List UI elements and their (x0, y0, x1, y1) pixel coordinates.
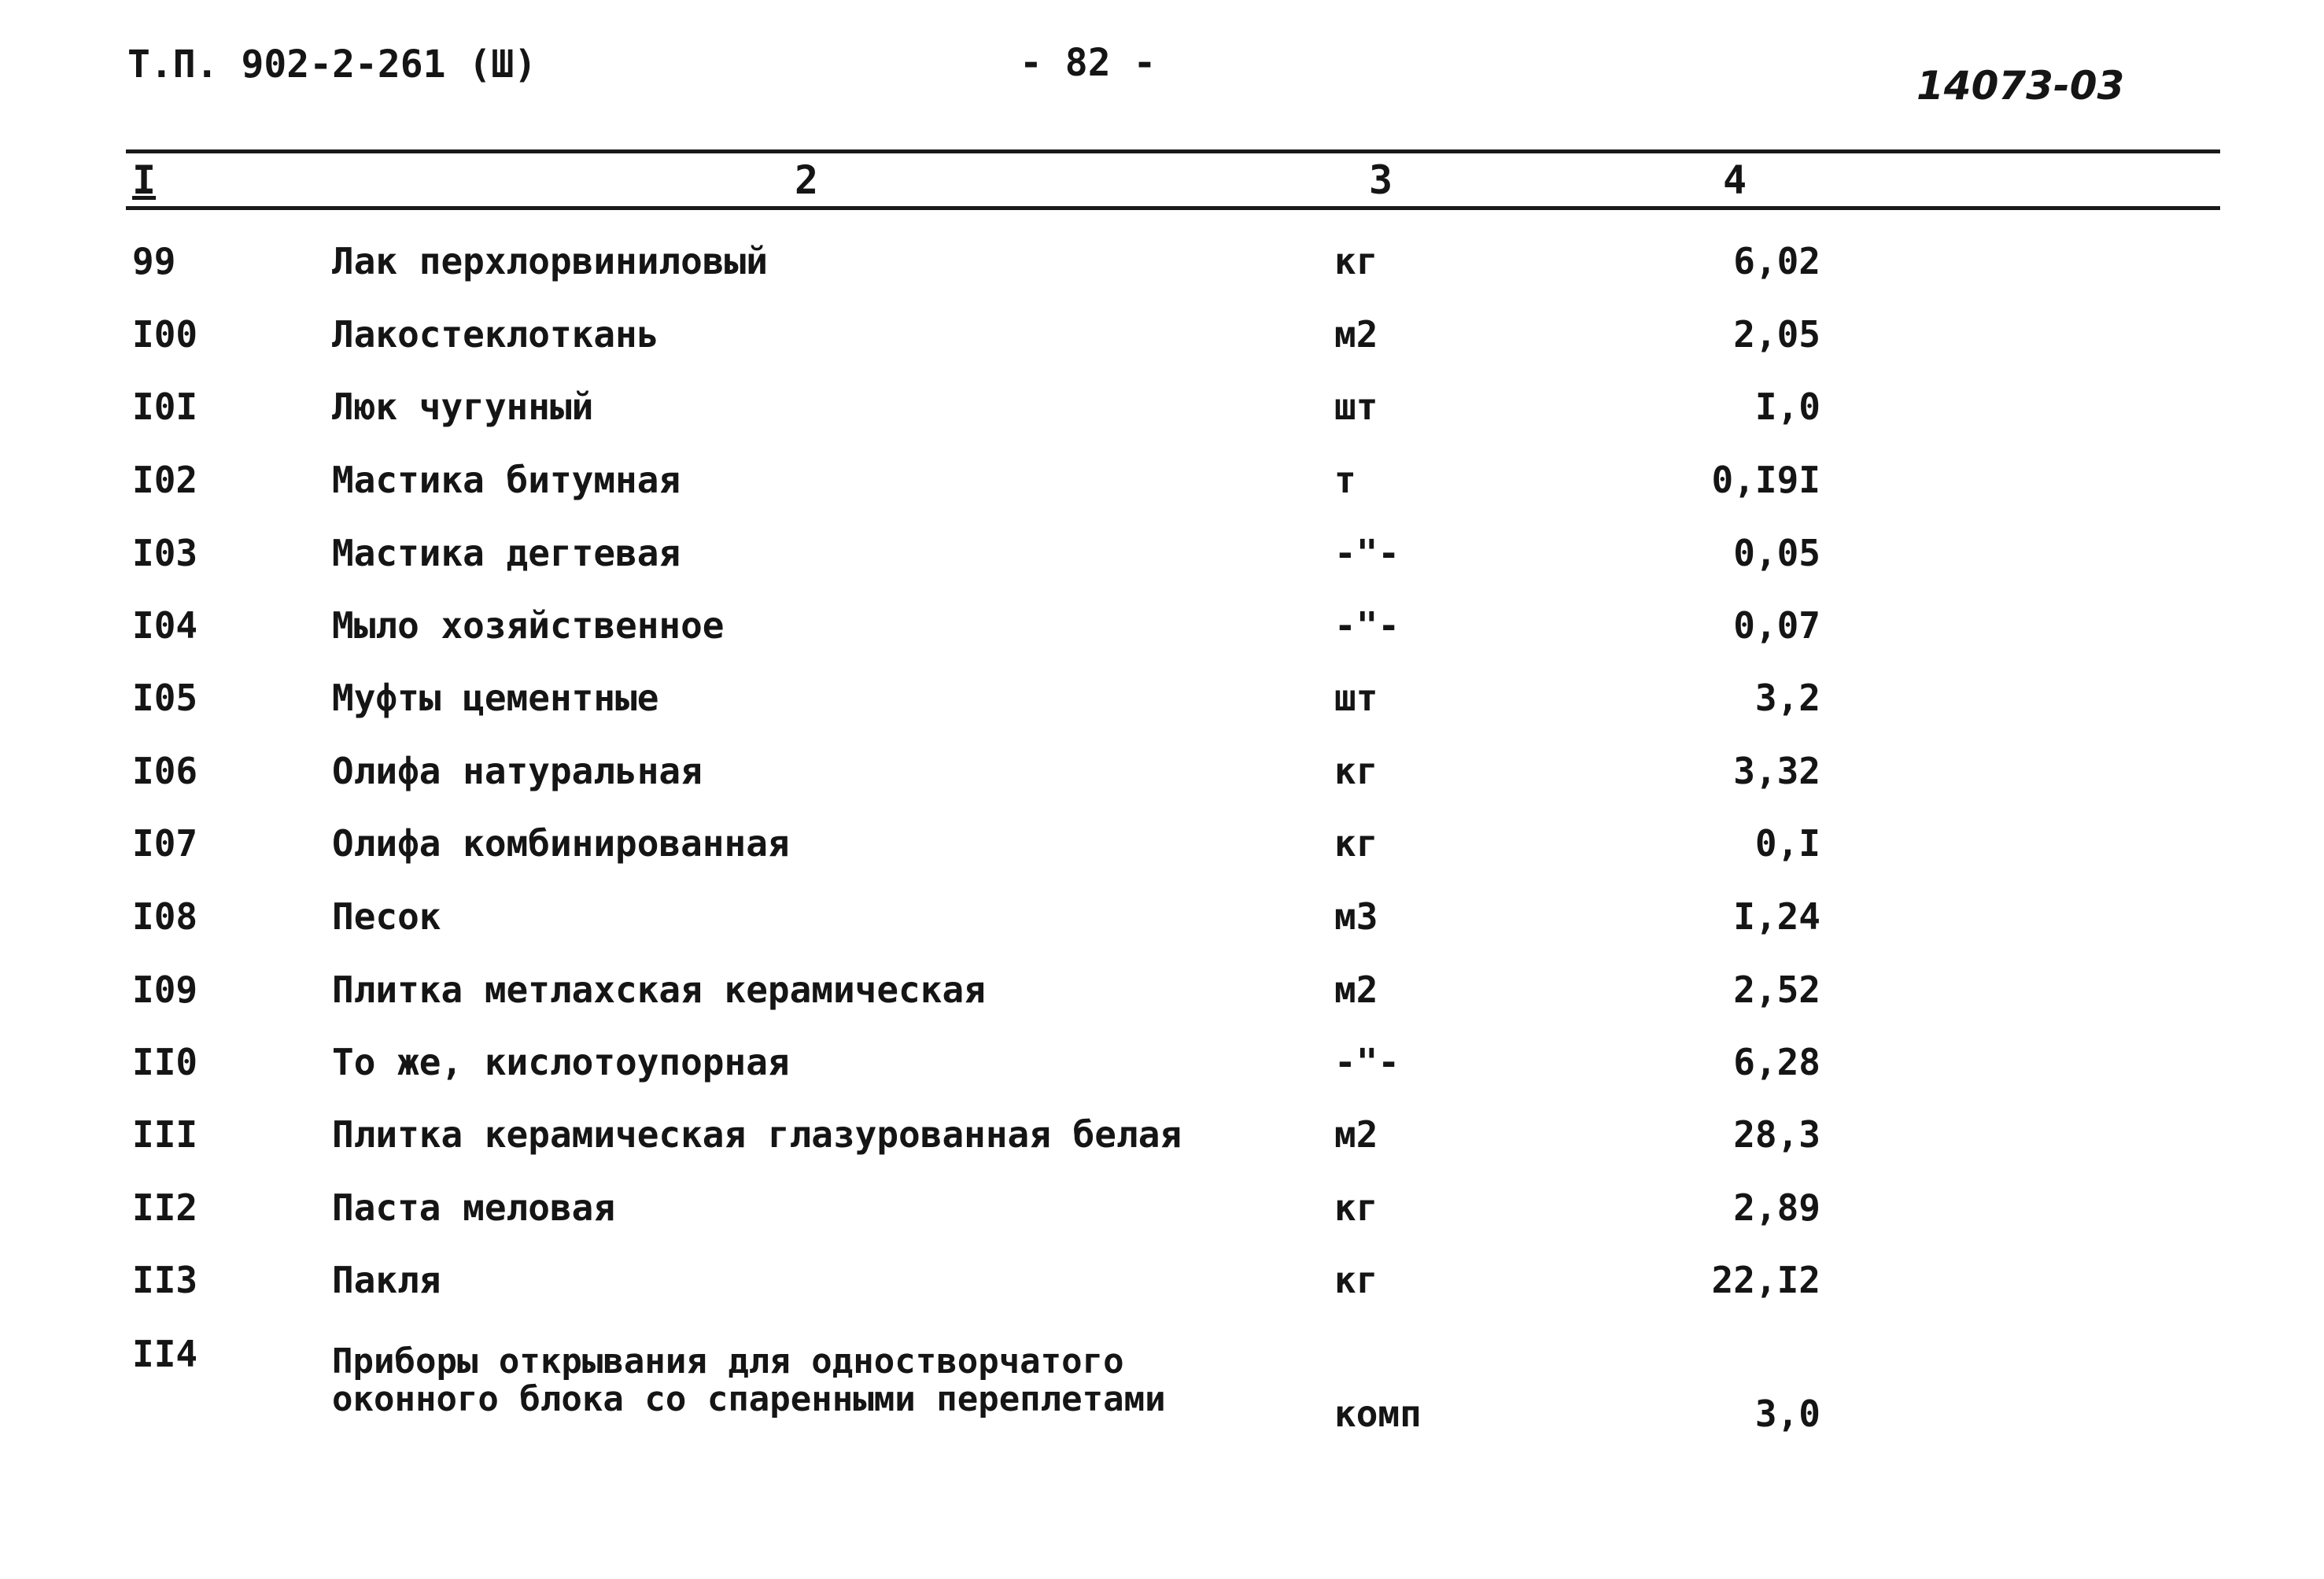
material-name: Мыло хозяйственное (332, 604, 725, 647)
quantity: 3,32 (1733, 750, 1820, 792)
material-name: Олифа комбинированная (332, 822, 790, 865)
material-name: Паста меловая (332, 1186, 616, 1229)
row-number: I02 (132, 459, 198, 501)
row-number: I09 (132, 968, 198, 1011)
material-name: Олифа натуральная (332, 750, 703, 792)
row-number: II4 (132, 1333, 198, 1375)
row-number: III (132, 1113, 198, 1156)
column-header-4: 4 (1723, 157, 1747, 203)
row-number: II2 (132, 1186, 198, 1229)
quantity: 22,I2 (1711, 1259, 1820, 1301)
material-name: Лакостеклоткань (332, 313, 659, 356)
unit: -"- (1334, 532, 1400, 574)
unit: м2 (1334, 968, 1378, 1011)
unit: шт (1334, 386, 1378, 428)
material-name: То же, кислотоупорная (332, 1041, 790, 1083)
row-number: I08 (132, 895, 198, 938)
row-number: I07 (132, 822, 198, 865)
unit: кг (1334, 822, 1378, 865)
unit: т (1334, 459, 1356, 501)
quantity: 2,52 (1733, 968, 1820, 1011)
material-name: Плитка керамическая глазурованная белая (332, 1113, 1182, 1156)
quantity: 3,0 (1754, 1393, 1820, 1435)
table-row (0, 1260, 2324, 1323)
table-top-rule (126, 149, 2220, 153)
material-name: Приборы открывания для одностворчатого оконного блока со спаренными переплетами (332, 1341, 1166, 1419)
table-row (0, 241, 2324, 304)
unit: -"- (1334, 1041, 1400, 1083)
page-number: - 82 - (1020, 41, 1156, 85)
unit: кг (1334, 750, 1378, 792)
row-number: I04 (132, 604, 198, 647)
row-number: II0 (132, 1041, 198, 1083)
unit: м3 (1334, 895, 1378, 938)
table-row (0, 1334, 2324, 1444)
table-row (0, 314, 2324, 377)
table-row (0, 969, 2324, 1032)
unit: шт (1334, 677, 1378, 719)
quantity: 3,2 (1754, 677, 1820, 719)
row-number: 99 (132, 240, 176, 282)
document-number: 14073-03 (1916, 63, 2125, 109)
table-row (0, 1042, 2324, 1105)
material-name: Мастика битумная (332, 459, 681, 501)
quantity: 0,I9I (1711, 459, 1820, 501)
quantity: 28,3 (1733, 1113, 1820, 1156)
column-header-1: I (132, 157, 157, 203)
quantity: I,24 (1733, 895, 1820, 938)
row-number: I0I (132, 386, 198, 428)
quantity: 0,07 (1733, 604, 1820, 647)
unit: -"- (1334, 604, 1400, 647)
table-row (0, 605, 2324, 668)
table-row (0, 751, 2324, 813)
quantity: 0,I (1754, 822, 1820, 865)
quantity: 2,89 (1733, 1186, 1820, 1229)
unit: м2 (1334, 1113, 1378, 1156)
quantity: 0,05 (1733, 532, 1820, 574)
material-name: Мастика дегтевая (332, 532, 681, 574)
row-number: I06 (132, 750, 198, 792)
column-header-3: 3 (1369, 157, 1393, 203)
material-name: Пакля (332, 1259, 441, 1301)
quantity: 6,28 (1733, 1041, 1820, 1083)
unit: м2 (1334, 313, 1378, 356)
material-name: Плитка метлахская керамическая (332, 968, 986, 1011)
material-name: Люк чугунный (332, 386, 594, 428)
quantity: 2,05 (1733, 313, 1820, 356)
unit: кг (1334, 1259, 1378, 1301)
row-number: II3 (132, 1259, 198, 1301)
row-number: I03 (132, 532, 198, 574)
table-row (0, 823, 2324, 886)
unit: кг (1334, 240, 1378, 282)
unit: кг (1334, 1186, 1378, 1229)
row-number: I00 (132, 313, 198, 356)
material-name: Песок (332, 895, 441, 938)
table-header-rule (126, 206, 2220, 210)
table-row (0, 677, 2324, 740)
table-row (0, 459, 2324, 522)
column-header-2: 2 (795, 157, 819, 203)
row-number: I05 (132, 677, 198, 719)
table-row (0, 533, 2324, 596)
quantity: I,0 (1754, 386, 1820, 428)
document-code: Т.П. 902-2-261 (Ш) (127, 42, 537, 87)
table-row (0, 1187, 2324, 1250)
table-row (0, 386, 2324, 449)
table-row (0, 1114, 2324, 1177)
material-name: Муфты цементные (332, 677, 659, 719)
quantity: 6,02 (1733, 240, 1820, 282)
table-row (0, 896, 2324, 959)
material-name: Лак перхлорвиниловый (332, 240, 768, 282)
unit: комп (1334, 1393, 1422, 1435)
